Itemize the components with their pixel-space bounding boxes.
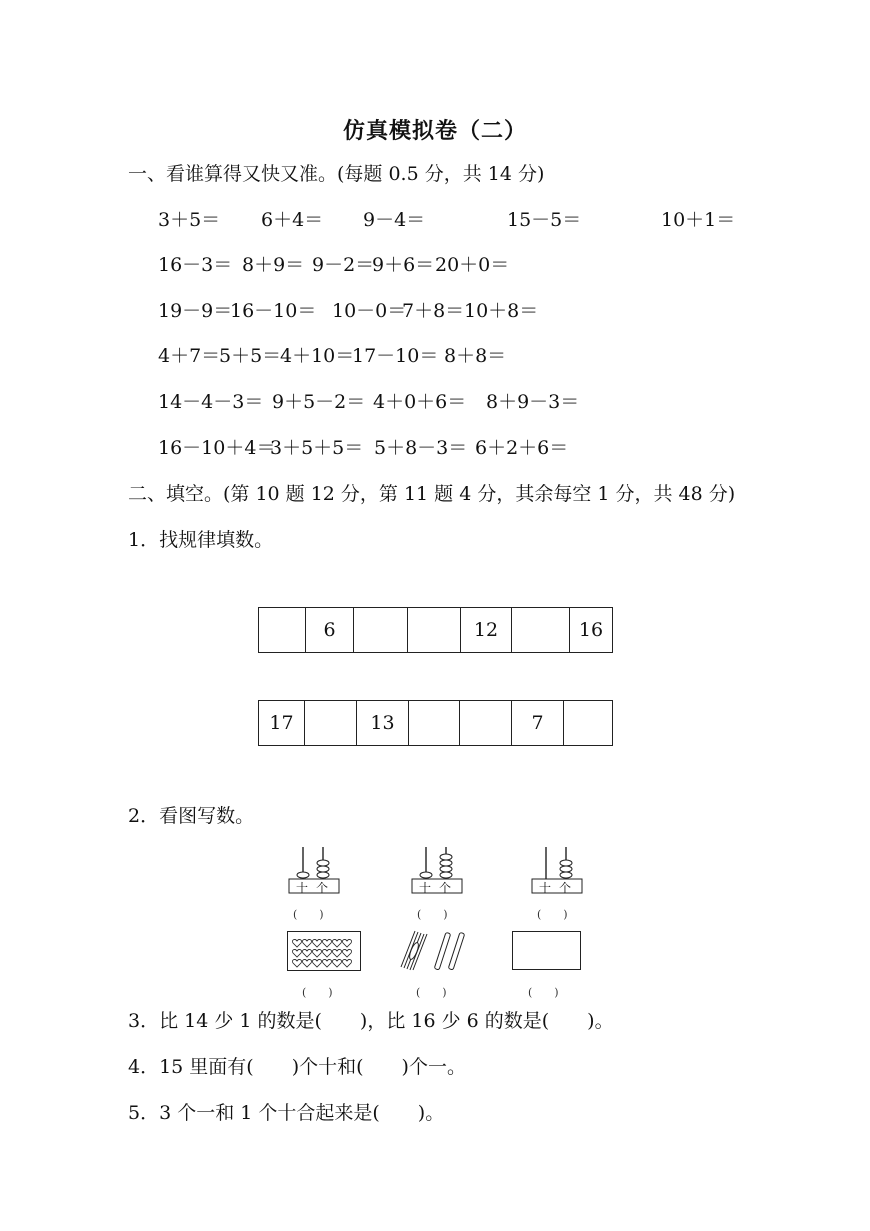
calc-r0-c0: 3＋5＝ <box>158 209 221 231</box>
calc-r3-c0: 4＋7＝ <box>158 345 221 367</box>
calc-r0-c1: 6＋4＝ <box>261 209 324 231</box>
seq1-cell: 16 <box>569 608 612 652</box>
seq2-cell: 13 <box>356 701 408 745</box>
abacus-figure-2 <box>408 845 468 897</box>
abacus-2-tens-label: 十 <box>419 881 432 895</box>
seq2-cell[interactable] <box>408 701 459 745</box>
section2-heading: 二、填空。(第 10 题 12 分，第 11 题 4 分，其余每空 1 分，共 48 分) <box>128 483 736 505</box>
q5-text: 5．3 个一和 1 个十合起来是( )。 <box>128 1102 445 1124</box>
calc-r2-c1: 16－10＝ <box>230 300 317 322</box>
calc-r0-c4: 10＋1＝ <box>661 209 736 231</box>
calc-r2-c4: 10＋8＝ <box>464 300 539 322</box>
abacus-figure-3 <box>528 845 588 897</box>
answer-blank[interactable]: ( ) <box>537 908 568 921</box>
calc-r4-c1: 9＋5－2＝ <box>272 391 366 413</box>
calc-r5-c2: 5＋8－3＝ <box>374 437 468 459</box>
calc-r3-c3: 17－10＝ <box>352 345 439 367</box>
calc-r3-c4: 8＋8＝ <box>444 345 507 367</box>
q2-label: 2．看图写数。 <box>128 805 255 827</box>
sticks-bundle-figure <box>396 928 476 974</box>
calc-r1-c0: 16－3＝ <box>158 254 233 276</box>
calc-r5-c1: 3＋5＋5＝ <box>270 437 364 459</box>
seq2-cell[interactable] <box>563 701 612 745</box>
seq2-cell: 17 <box>269 712 294 734</box>
seq2-cell[interactable] <box>459 701 511 745</box>
hearts-tray-figure <box>287 931 361 971</box>
answer-blank[interactable]: ( ) <box>293 908 324 921</box>
sequence-table-1 <box>258 607 613 653</box>
section1-heading: 一、看谁算得又快又准。(每题 0.5 分，共 14 分) <box>128 163 545 185</box>
calc-r1-c3: 9＋6＝ <box>372 254 435 276</box>
calc-r0-c3: 15－5＝ <box>507 209 582 231</box>
seq1-cell[interactable] <box>407 608 460 652</box>
calc-r4-c2: 4＋0＋6＝ <box>373 391 467 413</box>
answer-blank[interactable]: ( ) <box>416 986 447 999</box>
answer-blank[interactable]: ( ) <box>417 908 448 921</box>
abacus-figure-1 <box>285 845 345 897</box>
calc-r5-c0: 16－10＋4＝ <box>158 437 276 459</box>
calc-r5-c3: 6＋2＋6＝ <box>475 437 569 459</box>
seq1-cell[interactable] <box>259 608 305 652</box>
seq2-cell[interactable] <box>304 701 356 745</box>
calc-r2-c2: 10－0＝ <box>332 300 407 322</box>
calc-r1-c4: 20＋0＝ <box>435 254 510 276</box>
calc-r4-c3: 8＋9－3＝ <box>486 391 580 413</box>
abacus-3-ones-label: 个 <box>559 881 572 895</box>
seq1-cell[interactable] <box>353 608 407 652</box>
empty-box-figure <box>512 931 582 971</box>
abacus-3-tens-label: 十 <box>539 881 552 895</box>
calc-r2-c3: 7＋8＝ <box>402 300 465 322</box>
calc-r4-c0: 14－4－3＝ <box>158 391 264 413</box>
page-title: 仿真模拟卷（二） <box>342 119 527 144</box>
calc-r0-c2: 9－4＝ <box>363 209 426 231</box>
seq2-cell: 7 <box>511 701 563 745</box>
sequence-table-2 <box>258 700 613 746</box>
calc-r3-c1: 5＋5＝ <box>219 345 282 367</box>
answer-blank[interactable]: ( ) <box>302 986 333 999</box>
q4-text: 4．15 里面有( )个十和( )个一。 <box>128 1056 466 1078</box>
answer-blank[interactable]: ( ) <box>528 986 559 999</box>
q1-label: 1．找规律填数。 <box>128 529 274 551</box>
seq1-cell: 6 <box>305 608 353 652</box>
abacus-1-ones-label: 个 <box>316 881 329 895</box>
abacus-2-ones-label: 个 <box>439 881 452 895</box>
abacus-1-tens-label: 十 <box>296 881 309 895</box>
q3-text: 3．比 14 少 1 的数是( )，比 16 少 6 的数是( )。 <box>128 1010 614 1032</box>
calc-r3-c2: 4＋10＝ <box>280 345 355 367</box>
seq1-cell: 12 <box>460 608 511 652</box>
seq1-cell[interactable] <box>511 608 569 652</box>
calc-r1-c2: 9－2＝ <box>312 254 375 276</box>
calc-r2-c0: 19－9＝ <box>158 300 233 322</box>
calc-r1-c1: 8＋9＝ <box>242 254 305 276</box>
